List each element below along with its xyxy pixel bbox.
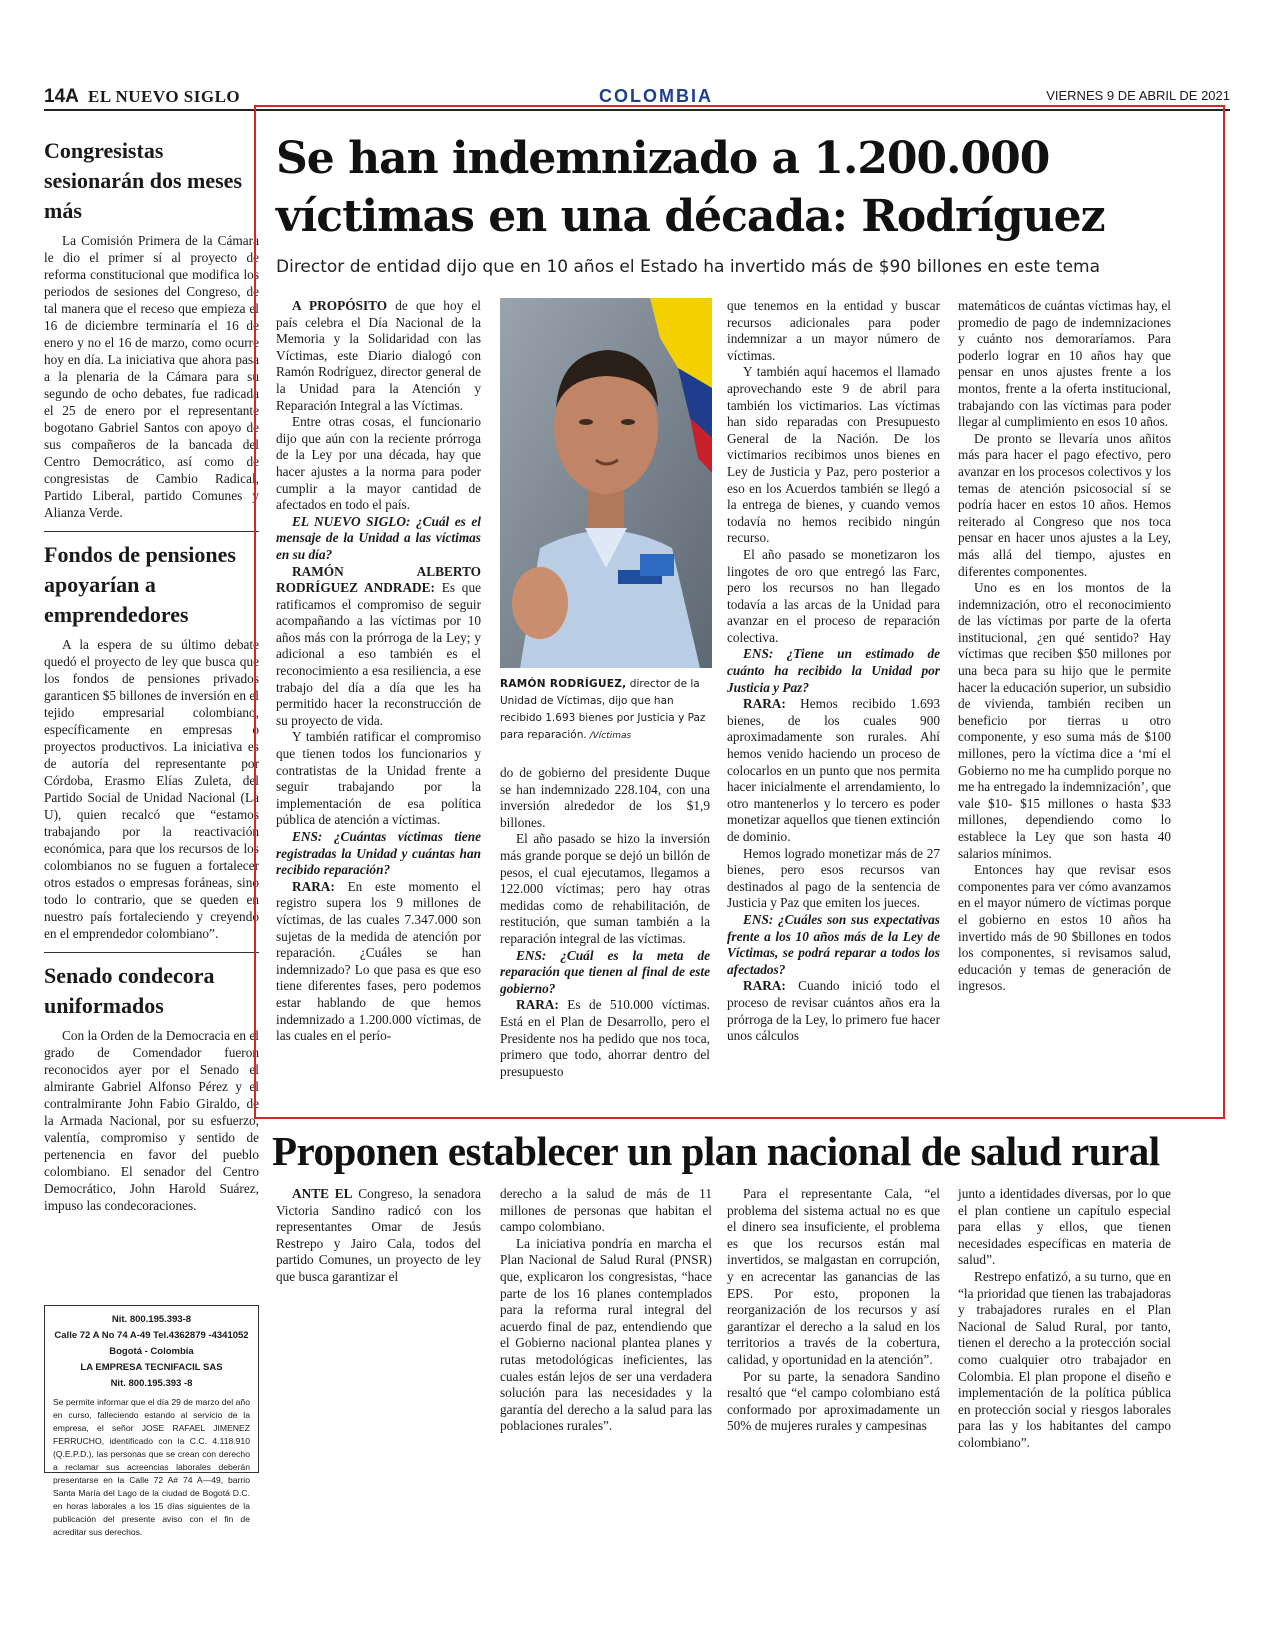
portrait-photo <box>500 298 712 668</box>
paragraph: Hemos logrado monetizar más de 27 bienes, pero esos recursos van destinados al pago de la sentencia de Justicia y Paz que emiten los jueces. <box>727 845 940 911</box>
speaker-label: RARA: <box>743 696 786 712</box>
page-number: 14A <box>44 86 79 107</box>
notice-text: Se permite informar que el día 29 de marzo del año en curso, falleciendo estando al servicio de la empresa, el señor JOSE RAFAEL JIMENEZ FERRUCHO, identificado con la C.C. 4.118.910 (Q.E.P.D.), las personas que se crean con derecho a reclamar sus acreencias laborales deberán presentarse en la Calle 72 A# 74 A—49, barrio Santa María del Lago de la ciudad de Bogotá D.C. en horas laborales a los 15 días siguientes de la publicación del presente aviso con el fin de acreditar sus derechos. <box>53 1397 250 1537</box>
brief <box>44 136 259 521</box>
interview-answer <box>500 997 710 1080</box>
brief-body: Con la Orden de la Democracia en el grado de Comendador fueron reconocidos ayer por el Senado el almirante Gabriel Alfonso Pérez y el contralmirante John Fabio Giraldo, de la Armada Nacional, por su esfuerzo, valentía, compromiso y sentido de pertenencia en favor del pueblo colombiano. El senador del Centro Democrático, John Harold Suárez, impuso las condecoraciones. <box>44 1028 259 1213</box>
divider <box>44 952 259 953</box>
notice-company: LA EMPRESA TECNIFACIL SAS <box>80 1362 223 1373</box>
paragraph: Uno es en los montos de la indemnización, otro el reconocimiento de las víctimas por parte de la oferta institucional, ¿en qué sentido? Hay víctimas que reciben $50 millones por una beca para su hijo que le permite hacer la educación superior, un subsidio de vivienda, también reciben un beneficio por tierras u otro componente, y eso suma más de $100 millones, pero la víctima dice a ‘mí el Gobierno no me ha cumplido porque no me ha entregado la indemnización’, que vale $10- $15 millones o hasta $33 millones, dependiendo como lo establece la Ley que son hasta 40 salarios mínimos. <box>958 580 1171 861</box>
paragraph: derecho a la salud de más de 11 millones de personas que habitan el campo colombiano. <box>500 1186 712 1235</box>
paragraph: El año pasado se monetizaron los lingotes de oro que entregó las Farc, pero los recursos no han llegado todavía a las arcas de la Unidad para avanzar en el proceso de reparación colectiva. <box>727 546 940 645</box>
paragraph: Entonces hay que revisar esos componentes para ver cómo avanzamos en el mayor número de víctimas porque el gobierno en estos 10 años ha invertido más de 90 $billones en todos los componentes, si revisamos salud, educación y temas de generación de ingresos. <box>958 862 1171 994</box>
caption-name: RAMÓN RODRÍGUEZ, <box>500 678 627 690</box>
paragraph: matemáticos de cuántas víctimas hay, el promedio de pago de indemnizaciones y cuánto nos demoraríamos. Para poderlo lograr en 10 años hay que pensar en unos ajustes frente a los montos, frente a la oferta institucional, trabajando con las víctimas para poder llegar al cumplimiento en esos 10 años. <box>958 298 1171 430</box>
interview-answer <box>727 978 940 1044</box>
paragraph: De pronto se llevaría unos añitos más para hacer el pago efectivo, pero avanzar en los procesos colectivos y los temas de atención psicosocial sí se podría hacer en estos 10 años. Hemos reiterado al Congreso que nos toca pensar en hacer unos ajustes a la Ley, más allá del tiempo, ajustes en diferentes componentes. <box>958 430 1171 579</box>
brief-title: Senado condecora uniformados <box>44 963 215 1018</box>
paragraph: Y también ratificar el compromiso que tienen todos los funcionarios y contratistas de la Unidad frente a seguir trabajando por la implementación de esa política pública de atención a víctimas. <box>276 729 481 828</box>
paragraph: Restrepo enfatizó, a su turno, que en “la prioridad que tienen las trabajadoras y trabajadores rurales en el Plan Nacional de Salud Rural, por tanto, tienen el derecho a la protección social como cualquier otro trabajador en Colombia. El plan propone el diseño e implementación de la política pública en protección social y riesgos laborales para las y los habitantes del campo colombiano”. <box>958 1268 1171 1450</box>
photo-caption <box>500 676 710 745</box>
article-column-3 <box>727 298 940 1045</box>
main-subheadline: Director de entidad dijo que en 10 años el Estado ha invertido más de $90 billones en este tema <box>276 257 1101 277</box>
paragraph: que tenemos en la entidad y buscar recursos adicionales para poder indemnizar a un mayor número de víctimas. <box>727 298 940 363</box>
paragraph: El año pasado se hizo la inversión más grande porque se dejó un billón de pesos, el cual ejecutamos, llegamos a 122.000 víctimas; pero hay otras medidas como de rehabilitación, de restitución, que suman también a la reparación integral de las víctimas. <box>500 831 710 946</box>
lead-in: A PROPÓSITO <box>292 298 388 313</box>
brief-title: Congresistas sesionarán dos meses más <box>44 138 243 223</box>
second-column-4 <box>958 1186 1171 1452</box>
interview-answer <box>276 879 481 1045</box>
paragraph <box>276 1186 481 1286</box>
second-headline: Proponen establecer un plan nacional de salud rural <box>272 1128 1160 1174</box>
second-column-2 <box>500 1186 712 1435</box>
brief-title: Fondos de pensiones apoyarían a emprendedores <box>44 542 236 627</box>
brief-body: A la espera de su último debate quedó el proyecto de ley que busca que los fondos de pensiones privados garanticen $5 billones de inversión en el tejido empresarial colombiano, específicamente en empresas o proyectos productivos. La iniciativa es de autoría del representante por Córdoba, Erasmo Elías Zuleta, del Partido Social de Unidad Nacional (La U), quien recalcó que “estamos trabajando por la reactivación económica, para que los recursos de los colombianos no se fuguen a fortalecer otros estados o empresas foráneas, sino todo lo contrario, que se queden en nuestro país fortaleciendo y creyendo en el emprendedor colombiano”. <box>44 637 259 941</box>
interview-question: ENS: ¿Cuál es la meta de reparación que tienen al final de este gobierno? <box>500 947 710 996</box>
legal-notice <box>44 1305 259 1537</box>
paragraph-text: Congreso, la senadora Victoria Sandino radicó con los representantes Omar de Jesús Restrepo y Jairo Cala, todos del partido Comunes, un proyecto de ley que busca garantizar el <box>276 1186 481 1284</box>
paragraph: do de gobierno del presidente Duque se han indemnizado 228.104, con una inversión alrededor de los $1,9 billones. <box>500 765 710 830</box>
answer-text: Es que ratificamos el compromiso de seguir acompañando a las víctimas por 10 años más con la prórroga de la Ley; y adicional a eso también es el reconocimiento a esa resiliencia, a ese trabajo del día a día que les ha permitido hacer la reconstrucción de su proyecto de vida. <box>276 580 481 728</box>
interview-question: EL NUEVO SIGLO: ¿Cuál es el mensaje de la Unidad a las víctimas en su día? <box>276 513 481 562</box>
answer-text: Cuando inició todo el proceso de revisar cuántos años era la prórroga de la Ley, lo primero fue hacer unos cálculos <box>727 978 940 1044</box>
masthead: EL NUEVO SIGLO <box>88 87 241 106</box>
portrait-illustration <box>500 298 712 668</box>
article-column-4 <box>958 298 1171 995</box>
issue-date: VIERNES 9 DE ABRIL DE 2021 <box>1046 88 1230 103</box>
notice-address: Calle 72 A No 74 A-49 Tel.4362879 -4341052 Bogotá - Colombia <box>54 1330 249 1357</box>
paragraph <box>276 298 481 414</box>
speaker-label: RAMÓN ALBERTO RODRÍGUEZ ANDRADE: <box>276 563 481 596</box>
briefs-column <box>44 136 259 1214</box>
article-column-1 <box>276 298 481 1045</box>
second-column-3 <box>727 1186 940 1435</box>
interview-question: ENS: ¿Tiene un estimado de cuánto ha recibido la Unidad por Justicia y Paz? <box>727 646 940 695</box>
interview-question: ENS: ¿Cuántas víctimas tiene registradas la Unidad y cuántas han recibido reparación? <box>276 829 481 878</box>
speaker-label: RARA: <box>743 978 786 994</box>
interview-question: ENS: ¿Cuáles son sus expectativas frente a los 10 años más de la Ley de Víctimas, se podrá reparar a todos los afectados? <box>727 911 940 977</box>
lead-in: ANTE EL <box>292 1186 353 1201</box>
paragraph: La iniciativa pondría en marcha el Plan Nacional de Salud Rural (PNSR) que, explicaron los congresistas, “hace parte de los 16 planes contemplados para la reforma rural integral del acuerdo final de paz, entendiendo que el Gobierno nacional plantea planes y rutas metodológicas ineficientes, las cuales están lejos de ser una verdadera solución para las necesidades y la garantía del derecho a la salud para las poblaciones rurales”. <box>500 1235 712 1434</box>
brief <box>44 540 259 942</box>
article-column-2 <box>500 765 710 1080</box>
interview-answer <box>727 696 940 845</box>
caption-text: director de la Unidad de Víctimas, dijo que han recibido 1.693 bienes por Justicia y Paz para reparación. <box>500 678 706 741</box>
notice-nit: Nit. 800.195.393-8 <box>111 1314 192 1325</box>
paragraph: Por su parte, la senadora Sandino resaltó que “el campo colombiano está conformado por aproximadamente un 50% de mujeres rurales y campesinas <box>727 1368 940 1434</box>
paragraph: junto a identidades diversas, por lo que el plan contiene un capítulo especial para ellas y ellos, que tienen necesidades específicas en materia de salud”. <box>958 1186 1171 1268</box>
paragraph-text: de que hoy el país celebra el Día Nacional de la Memoria y la Solidaridad con las Víctimas, este Diario dialogó con Ramón Rodríguez, director general de la Unidad para la Atención y Reparación Integral a las Víctimas. <box>276 298 481 413</box>
divider <box>44 531 259 532</box>
interview-answer <box>276 564 481 730</box>
speaker-label: RARA: <box>516 997 559 1013</box>
second-column-1 <box>276 1186 481 1286</box>
section-name: COLOMBIA <box>599 86 713 106</box>
paragraph: Entre otras cosas, el funcionario dijo que aún con la reciente prórroga de la Ley por una década, hay que hacer ajustes a la norma para poder cumplir a la mayor cantidad de afectados en todo el país. <box>276 414 481 513</box>
brief-body: La Comisión Primera de la Cámara le dio el primer sí al proyecto de reforma constitucional que modifica los periodos de sesiones del Congreso, de tal manera que el receso que empieza el 16 de diciembre terminaría el 16 de enero y no el 16 de marzo, como ocurre hoy en día. La iniciativa que ahora pasa a la plenaria de la Cámara para su segundo de ocho debates, fue radicada el 25 de enero por el representante bogotano Gabriel Santos con apoyo de sus compañeros de la bancada del Centro Democrático, así como de congresistas de Cambio Radical, Partido Liberal, partido Comunes y Alianza Verde. <box>44 233 259 520</box>
notice-nit-2: Nit. 800.195.393 -8 <box>110 1378 193 1389</box>
answer-text: Es de 510.000 víctimas. Está en el Plan de Desarrollo, pero el Presidente nos ha pedido que nos toca, primero que todo, ahorrar dentro del presupuesto <box>500 997 710 1079</box>
speaker-label: RARA: <box>292 878 335 894</box>
answer-text: Hemos recibido 1.693 bienes, de los cuales 900 aproximadamente son rurales. Ahí hemos venido haciendo un proceso de colocarlos en un punto que nos permita hacer inicialmente el arrendamiento, lo otro mantenerlos y lo tercero es poder monetizar aquellos que tienen extinción de dominio. <box>727 696 940 844</box>
paragraph: Para el representante Cala, “el problema del sistema actual no es que el dinero sea insuficiente, el problema es que los recursos están mal invertidos, se malgastan en corrupción, y en acrecentar las ganancias de las EPS. Por esto, proponen la reorganización de los recursos y así garantizar el derecho a la salud en los territorios a través de la cobertura, calidad, y oportunidad en la atención”. <box>727 1186 940 1367</box>
paragraph: Y también aquí hacemos el llamado aprovechando este 9 de abril para también los victimarios. Las víctimas han sido reparadas con Presupuesto General de la Nación. De los victimarios recibimos unos bienes en Ley de Justicia y Paz, pero posterior a eso en los Acuerdos también se llegó a la entrega de bienes, y cuando vemos todavía no hemos recibido ningún recurso. <box>727 364 940 546</box>
main-headline: Se han indemnizado a 1.200.000 víctimas en una década: Rodríguez <box>276 133 1105 242</box>
caption-credit: /Víctimas <box>586 731 632 741</box>
brief <box>44 961 259 1214</box>
answer-text: En este momento el registro supera los 9 millones de víctimas, de las cuales 7.347.000 son sujetas de la medida de atención por reparación. ¿Cuáles se han indemnizado? Lo que pasa es que eso tiene diferentes fases, pero podemos estar hablando de que hemos indemnizado a 1.200.000 víctimas, de las cuales en el perío- <box>276 878 481 1044</box>
